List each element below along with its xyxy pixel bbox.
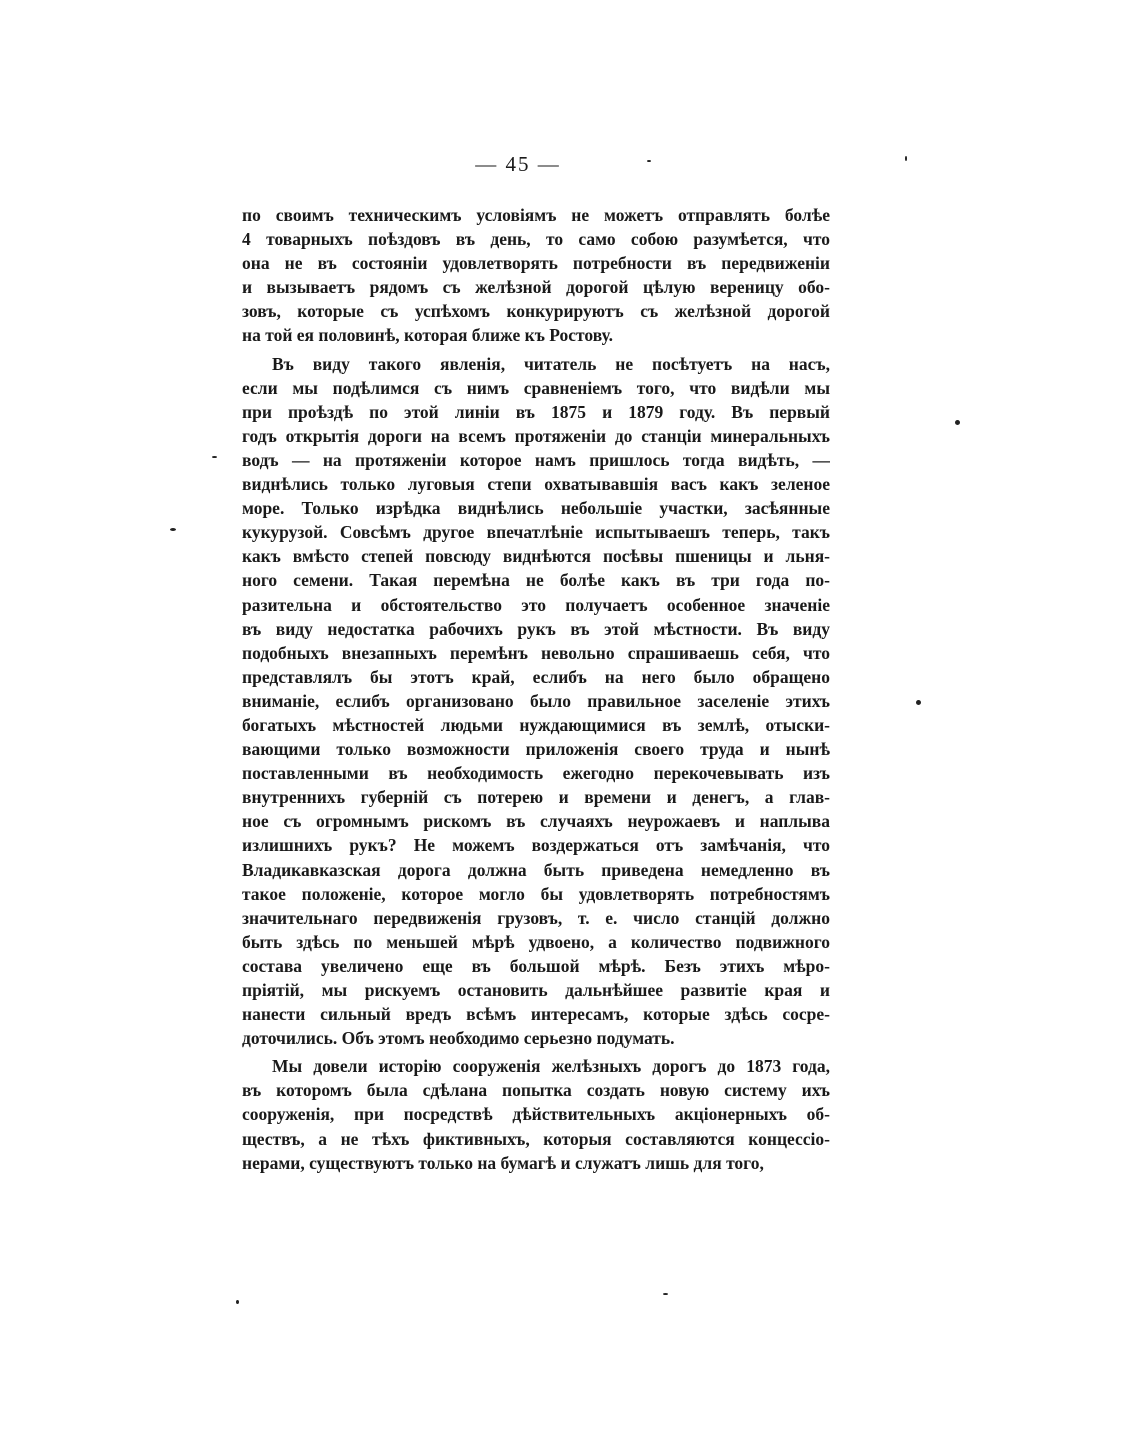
text-line: Въ виду такого явленія, читатель не посѣтуетъ на насъ, bbox=[272, 353, 830, 374]
text-line: излишнихъ рукъ? Не можемъ воздержаться отъ замѣчанія, что bbox=[242, 835, 830, 856]
scan-speck bbox=[663, 1293, 668, 1295]
text-line: нерами, существуютъ только на бумагѣ и служатъ лишь для того, bbox=[242, 1152, 764, 1173]
text-line: сооруженія, при посредствѣ дѣйствительныхъ акціонерныхъ об- bbox=[242, 1104, 830, 1125]
text-line: представлялъ бы этотъ край, еслибъ на него было обращено bbox=[242, 666, 830, 687]
scan-speck bbox=[955, 420, 960, 425]
text-line: такое положеніе, которое могло бы удовлетворять потребностямъ bbox=[242, 883, 830, 904]
text-line: быть здѣсь по меньшей мѣрѣ удвоено, а количество подвижного bbox=[242, 931, 830, 952]
text-line: вающими только возможности приложенія своего труда и нынѣ bbox=[242, 739, 830, 760]
scan-speck bbox=[916, 700, 921, 705]
text-line: въ которомъ была сдѣлана попытка создать новую систему ихъ bbox=[242, 1080, 830, 1101]
text-line: на той ея половинѣ, которая ближе къ Ростову. bbox=[242, 325, 613, 346]
text-line: какъ вмѣсто степей повсюду виднѣются посѣвы пшеницы и льня- bbox=[242, 546, 830, 567]
text-line: кукурузой. Совсѣмъ другое впечатлѣніе испытываешъ теперь, такъ bbox=[242, 522, 830, 543]
text-line: водъ — на протяженіи которое намъ пришлось тогда видѣть, — bbox=[242, 449, 830, 470]
text-line: доточились. Объ этомъ необходимо серьезно подумать. bbox=[242, 1028, 675, 1049]
text-line: богатыхъ мѣстностей людьми нуждающимися въ землѣ, отыски- bbox=[242, 714, 830, 735]
scan-speck bbox=[647, 160, 651, 162]
paragraph bbox=[242, 1054, 830, 1174]
text-line: ного семени. Такая перемѣна не болѣе какъ въ три года по- bbox=[242, 570, 830, 591]
paragraph bbox=[242, 203, 830, 348]
text-line: поставленными въ необходимость ежегодно перекочевывать изъ bbox=[242, 763, 830, 784]
text-line: при проѣздѣ по этой линіи въ 1875 и 1879 году. Въ первый bbox=[242, 401, 830, 422]
text-line: нанести сильный вредъ всѣмъ интересамъ, которые здѣсь сосре- bbox=[242, 1004, 830, 1025]
text-line: виднѣлись только луговыя степи охватывавшія васъ какъ зеленое bbox=[242, 474, 830, 495]
text-line: Мы довели исторію сооруженія желѣзныхъ дорогъ до 1873 года, bbox=[272, 1056, 830, 1077]
scan-speck bbox=[212, 456, 217, 458]
page-number: — 45 — bbox=[475, 152, 561, 176]
text-line: и вызываетъ рядомъ съ желѣзной дорогой цѣлую вереницу обо- bbox=[242, 277, 830, 298]
text-line: разительна и обстоятельство это получаетъ особенное значеніе bbox=[242, 594, 830, 615]
text-line: Владикавказская дорога должна быть приведена немедленно въ bbox=[242, 859, 830, 880]
text-line: она не въ состояніи удовлетворять потребности въ передвиженіи bbox=[242, 253, 830, 274]
text-line: вниманіе, еслибъ организовано было правильное заселеніе этихъ bbox=[242, 690, 830, 711]
text-line: по своимъ техническимъ условіямъ не можетъ отправлять болѣе bbox=[242, 205, 830, 225]
scan-speck bbox=[170, 528, 176, 531]
text-line: въ виду недостатка рабочихъ рукъ въ этой мѣстности. Въ виду bbox=[242, 618, 830, 639]
text-line: состава увеличено еще въ большой мѣрѣ. Безъ этихъ мѣро- bbox=[242, 955, 830, 976]
text-line: подобныхъ внезапныхъ перемѣнъ невольно спрашиваешь себя, что bbox=[242, 642, 830, 663]
body-text bbox=[242, 203, 830, 1175]
text-line: если мы подѣлимся съ нимъ сравненіемъ того, что видѣли мы bbox=[242, 377, 830, 398]
text-line: пріятій, мы рискуемъ остановить дальнѣйшее развитіе края и bbox=[242, 980, 830, 1000]
text-line: море. Только изрѣдка виднѣлись небольшіе участки, засѣянные bbox=[242, 498, 830, 519]
text-line: годъ открытія дороги на всемъ протяженіи до станціи минеральныхъ bbox=[242, 425, 830, 446]
text-line: 4 товарныхъ поѣздовъ въ день, то само собою разумѣется, что bbox=[242, 229, 830, 250]
scan-speck bbox=[236, 1300, 239, 1304]
text-line: ное съ огромнымъ рискомъ въ случаяхъ неурожаевъ и наплыва bbox=[242, 811, 830, 832]
text-line: внутреннихъ губерній съ потерею и времени и денегъ, а глав- bbox=[242, 787, 830, 808]
text-line: зовъ, которые съ успѣхомъ конкурируютъ съ желѣзной дорогой bbox=[242, 301, 830, 322]
scan-speck bbox=[905, 156, 907, 161]
paragraph bbox=[242, 352, 830, 1051]
text-line: ществъ, а не тѣхъ фиктивныхъ, которыя составляются концессіо- bbox=[242, 1128, 830, 1149]
text-line: значительнаго передвиженія грузовъ, т. е. число станцій должно bbox=[242, 907, 830, 928]
